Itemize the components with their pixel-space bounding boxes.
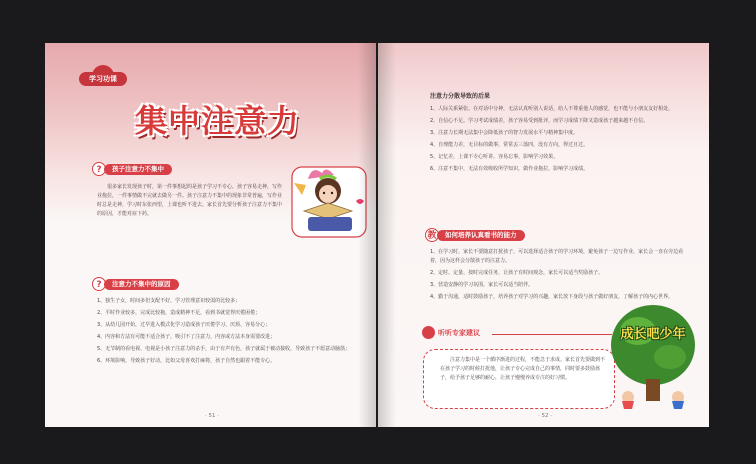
section-title: 如何培养认真看书的能力 (437, 230, 525, 241)
section-title: 注意力不集中的原因 (104, 279, 179, 290)
list-item: 3、营造安静的学习氛围，家长可以适当陪伴。 (430, 282, 534, 288)
expert-advice-box (423, 349, 615, 409)
gutter-shadow (378, 43, 396, 427)
list-item: 3、注意力长期无法集中会降低孩子的智力发展水平与精神集中度。 (430, 130, 579, 136)
list-item: 1、独生子女，时间多但支配不好，学习管理意识较弱的比较多； (97, 298, 241, 304)
expert-advice-label: 听听专家建议 (438, 329, 480, 337)
list-item: 5、记忆差，上课不专心听讲，容易忘事，影响学习效果。 (430, 154, 559, 160)
list-item: 4、勤于沟通，适时鼓励孩子，培养孩子对学习的兴趣，家长放下身段与孩子做好朋友，了解孩子的内心世界。 (430, 294, 674, 300)
effects-list (430, 105, 692, 177)
list-item: 2、自信心不足。学习考试成绩差，孩子容易受到批评，而学习成绩下降又造成孩子越来越不自信。 (430, 118, 649, 124)
reasons-list (97, 297, 359, 369)
gutter-shadow (358, 43, 376, 427)
section-title: 孩子注意力不集中 (104, 164, 172, 175)
book-spread (45, 43, 709, 427)
question-icon: ? (92, 162, 106, 176)
growth-text: 成长吧少年 (620, 327, 686, 342)
page-number: · 51 · (205, 413, 219, 419)
list-item: 5、无节制的看电视、电视是小孩子注意力的杀手，由于有声有色，孩子就属于被动接收，导致孩子不愿意动脑筋； (97, 346, 351, 352)
list-item: 6、环境影响，导致孩子好动，比如父母喜欢打麻将，孩子自然也跟着不能专心。 (97, 358, 276, 364)
page-title: 集中注意力 (135, 102, 301, 140)
divider (492, 334, 612, 335)
growth-tree-illustration (608, 301, 698, 409)
tree-icon (608, 301, 698, 409)
question-icon: ? (92, 277, 106, 291)
list-item: 2、定时、定量、按时完成任务，让孩子有时间观念，家长可以适当奖励孩子。 (430, 270, 604, 276)
left-page (45, 43, 376, 427)
list-item: 1、人际关系紧张。在对话中分神，无法认真听别人说话，给人不尊重他人的感觉，也不能与小朋友友好相处。 (430, 106, 674, 112)
teach-icon: 教 (425, 228, 439, 242)
category-badge: 学习功课 (79, 72, 127, 86)
list-item: 4、自理能力差，无目标的做事，常常丢三落四，没有方向，得过且过。 (430, 142, 589, 148)
intro-paragraph: 很多家长发现孩子时，第一件事想起的是孩子学习不专心，孩子容易走神，写作业拖拉，一件事情做不完就去做另一件。孩子注意力不集中的现象非常普遍，写作业时总是走神，学习时东张西望，上课也听不进去。家长首先要分析孩子注意力不集中的原因，才能对症下药。 (97, 184, 283, 217)
list-item: 2、平时作业较多，完成比较拖，造成精神不足，看到书就觉得厌倦困倦； (97, 310, 261, 316)
right-page (378, 43, 709, 427)
list-item: 3、从幼儿园开始，过早进入模式化学习造成孩子厌倦学习、厌烦、容易分心； (97, 322, 271, 328)
page-number: · 52 · (538, 413, 552, 419)
advice-text: 注意力集中是一个循序渐进的过程，不能急于求成。家长首先要做到不在孩子学习的时候打扰他，让孩子专心完成自己的事情，同时要多鼓励孩子，给予孩子足够的耐心，让孩子慢慢养成专注的好习惯。 (440, 357, 606, 381)
person-icon (422, 326, 435, 339)
methods-list (430, 248, 692, 305)
list-item: 6、注意不集中，无法有效吸收所学知识，做作业拖拉，影响学习成绩。 (430, 166, 589, 172)
effects-heading: 注意力分散导致的后果 (430, 93, 491, 100)
list-item: 1、在学习时，家长不要随意打扰孩子，可以选择适合孩子的学习环境，避免孩子一边写作业，家长会一直在旁边看着，因为这样会分散孩子的注意力。 (430, 249, 684, 264)
list-item: 4、内容和方法有可能不适合孩子，吸引不了注意力，内容或方法本身需要改进； (97, 334, 276, 340)
